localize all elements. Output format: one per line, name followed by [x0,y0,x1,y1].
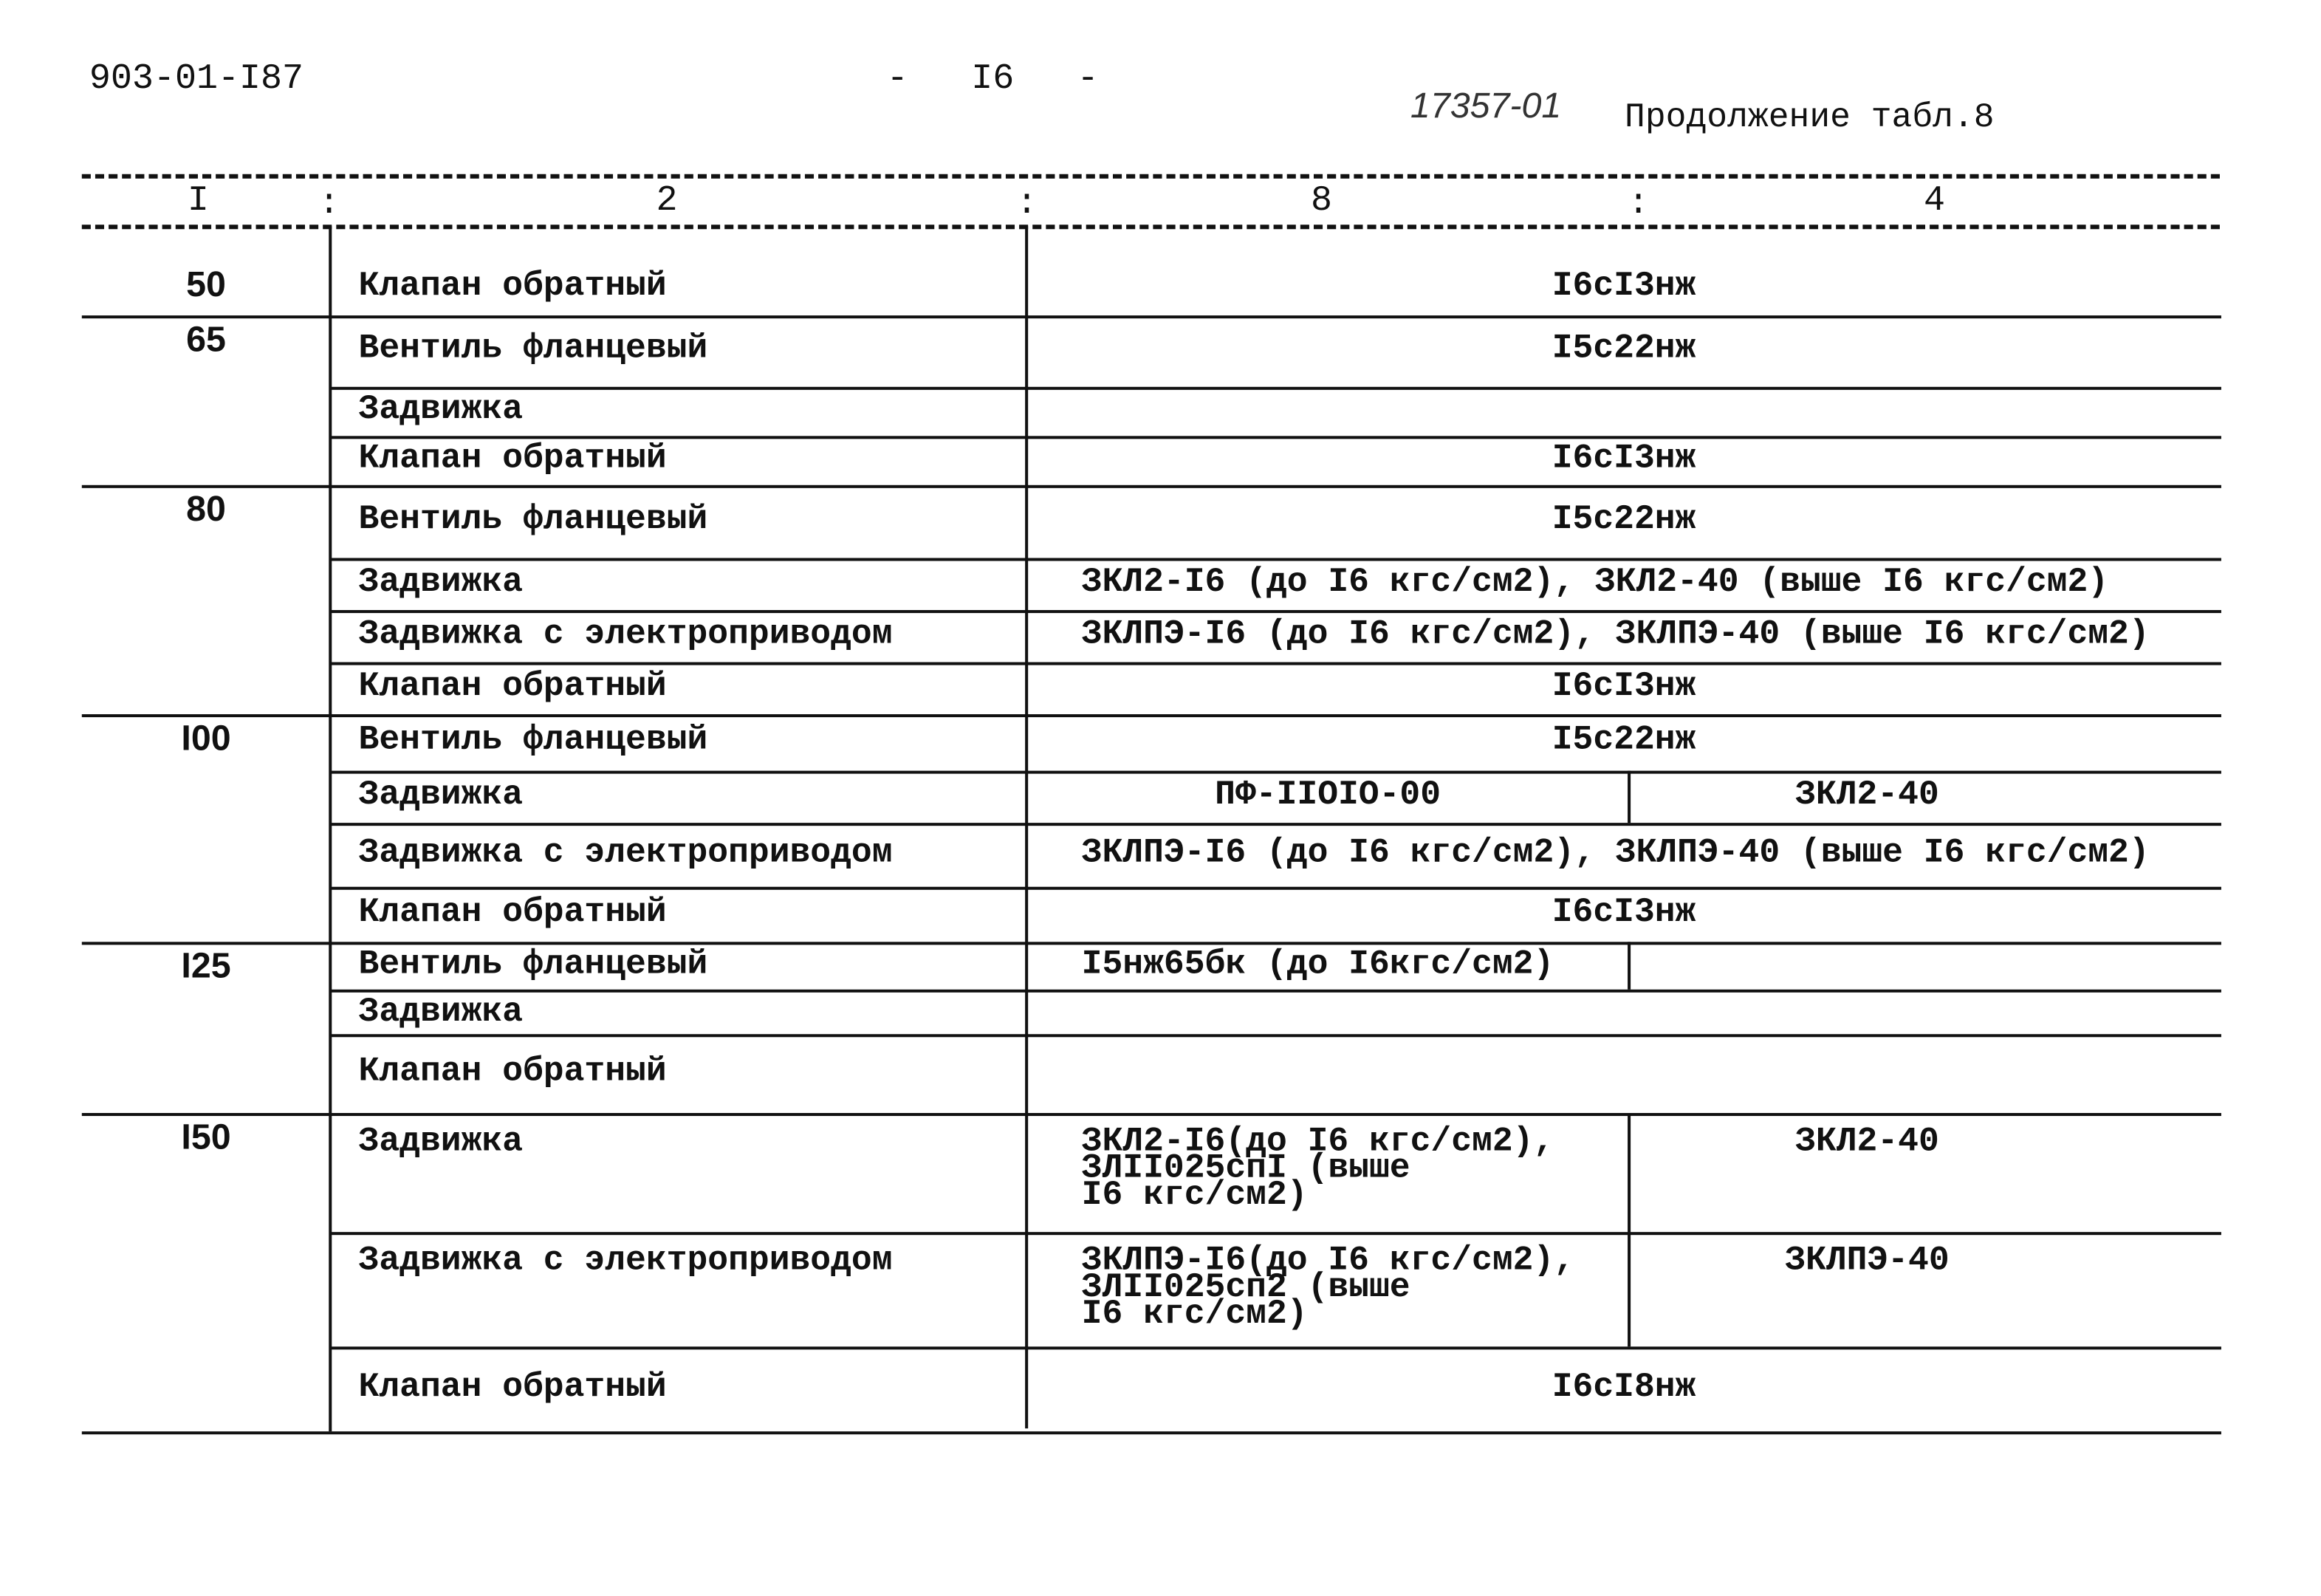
fitting-model-pn40: ЗКЛ2-40 [1795,1122,1939,1161]
document-code: 903-01-I87 [89,59,304,100]
row-separator-line [330,387,2221,390]
fitting-model: I5c22нж [1552,499,1696,538]
fitting-model-pn16: I5нж65бк (до I6кгс/см2) [1081,945,1554,984]
fitting-model: I6cI3нж [1552,439,1696,478]
fitting-model: I6cI3нж [1552,891,1696,931]
row-separator-line [330,990,2221,993]
fitting-name: Задвижка с электроприводом [358,1241,893,1280]
fitting-model-pn16: ЗКЛПЭ-I6(до I6 кгс/см2), ЗЛII025сп2 (выше I6 кгс/см2) [1081,1241,1575,1334]
fitting-model: ЗКЛПЭ-I6 (до I6 кгс/см2), ЗКЛПЭ-40 (выше I6 кгс/см2) [1081,614,2150,653]
fitting-name: Клапан обратный [358,1051,667,1090]
fitting-model-pn40: ЗКЛПЭ-40 [1785,1241,1950,1280]
row-separator-line [330,1232,2221,1235]
fitting-model: I5c22нж [1552,329,1696,368]
column-header-2: 2 [656,181,678,222]
fitting-name: Клапан обратный [358,439,667,478]
fitting-model: I6cI3нж [1552,665,1696,705]
fitting-name: Клапан обратный [358,891,667,931]
fitting-model-pn16: ЗКЛ2-I6(до I6 кгс/см2), ЗЛII025спI (выше I6 кгс/см2) [1081,1122,1554,1214]
fitting-name: Вентиль фланцевый [358,945,708,984]
fitting-name: Клапан обратный [358,1366,667,1405]
group-separator-line [82,485,2221,488]
fitting-name: Задвижка [358,992,524,1032]
fitting-name: Клапан обратный [358,665,667,705]
pipe-diameter: 80 [186,489,226,530]
fitting-name: Клапан обратный [358,265,667,305]
row-separator-line [330,823,2221,826]
group-separator-line [82,315,2221,318]
header-dashed-top [82,174,2220,179]
pipe-diameter: I00 [181,719,231,759]
handwritten-number: 17357-01 [1410,86,1562,127]
row-separator-line [330,1034,2221,1037]
group-separator-line [82,1431,2221,1434]
column-split-line [1628,942,1631,989]
pipe-diameter: I50 [181,1117,231,1158]
fitting-model-pn16: ПФ-IIOIO-00 [1215,774,1441,814]
column-split-line [1628,771,1631,823]
column-line-1 [329,226,332,1431]
group-separator-line [82,714,2221,717]
fitting-name: Задвижка с электроприводом [358,832,893,871]
fitting-model: I6cI8нж [1552,1366,1696,1405]
column-header-1: I [187,181,209,222]
column-line-2 [1025,226,1028,1428]
column-split-line [1628,1232,1631,1346]
table-caption: Продолжение табл.8 [1625,97,1995,137]
row-separator-line [330,610,2221,613]
row-separator-line [330,887,2221,890]
fitting-model: ЗКЛПЭ-I6 (до I6 кгс/см2), ЗКЛПЭ-40 (выше I6 кгс/см2) [1081,832,2150,871]
column-split-line [1628,1113,1631,1232]
fitting-model: I5c22нж [1552,720,1696,759]
fitting-name: Вентиль фланцевый [358,720,708,759]
row-separator-line [330,771,2221,774]
row-separator-line [330,662,2221,665]
column-header-3: 8 [1310,181,1332,222]
pipe-diameter: 65 [186,320,226,360]
row-separator-line [330,558,2221,561]
fitting-model-pn40: ЗКЛ2-40 [1795,774,1939,814]
header-dashed-bottom [82,225,2220,229]
fitting-model: I6cI3нж [1552,265,1696,305]
pipe-diameter: 50 [186,264,226,306]
column-separator: : [1628,184,1650,225]
group-separator-line [82,1113,2221,1116]
row-separator-line [330,1346,2221,1349]
column-separator: : [1016,184,1038,225]
fitting-model: ЗКЛ2-I6 (до I6 кгс/см2), ЗКЛ2-40 (выше I6 кгс/см2) [1081,561,2109,600]
fitting-name: Вентиль фланцевый [358,499,708,538]
fitting-name: Задвижка [358,561,524,600]
column-separator: : [318,184,340,225]
fitting-name: Вентиль фланцевый [358,329,708,368]
fitting-name: Задвижка с электроприводом [358,614,893,653]
column-header-4: 4 [1924,181,1946,222]
fitting-name: Задвижка [358,1122,524,1161]
page-number: - I6 - [886,59,1099,100]
fitting-name: Задвижка [358,774,524,814]
pipe-diameter: I25 [181,946,231,987]
fitting-name: Задвижка [358,389,524,429]
